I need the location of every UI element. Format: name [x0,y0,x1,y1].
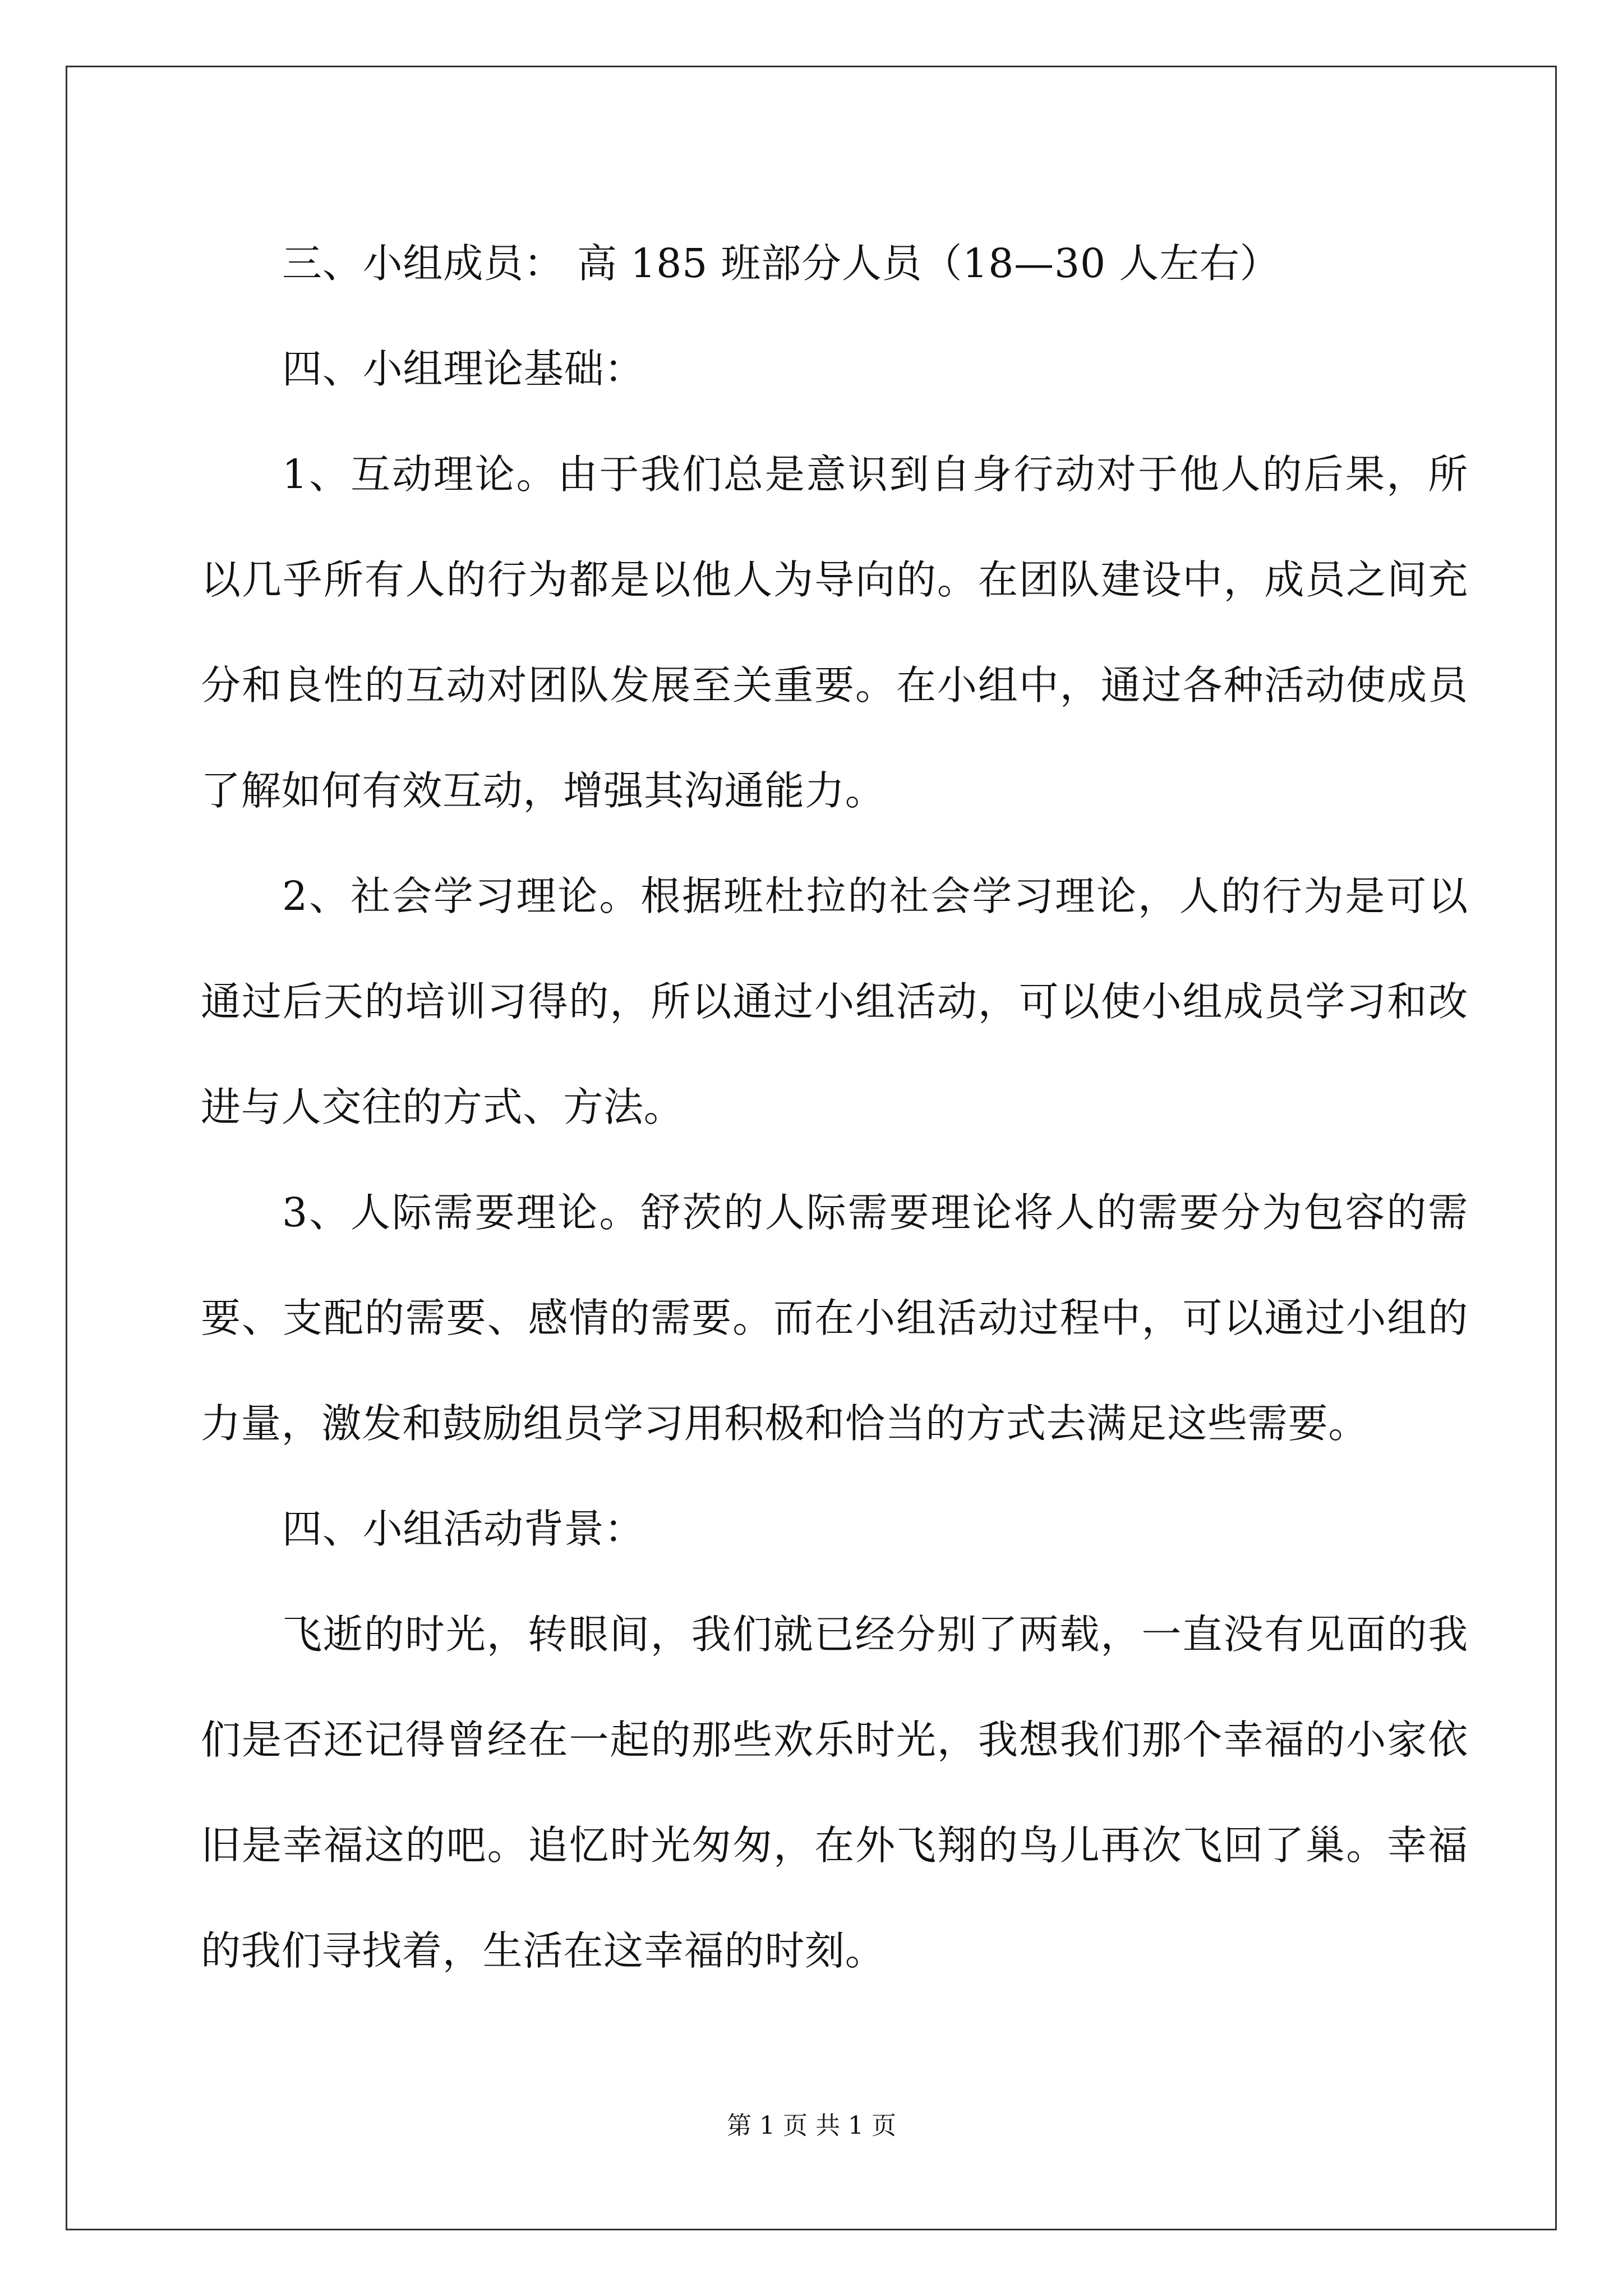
heading-theory: 四、小组理论基础： [282,346,645,392]
paragraph-background: 飞逝的时光，转眼间，我们就已经分别了两载，一直没有见面的我们是否还记得曾经在一起的那些欢乐时光，我想我们那个幸福的小家依旧是幸福这的吧。追忆时光匆匆，在外飞翔的鸟儿再次飞回了巢。幸福的我们寻找着，生活在这幸福的时刻。 [201,1611,1468,1974]
paragraph-social-learning-theory: 2、社会学习理论。根据班杜拉的社会学习理论，人的行为是可以通过后天的培训习得的，所以通过小组活动，可以使小组成员学习和改进与人交往的方式、方法。 [201,873,1468,1130]
paragraph-members: 三、小组成员： 高 185 班部分人员（18—30 人左右） [282,240,1280,287]
document-body [201,211,1468,2004]
paragraph-interaction-theory: 1、互动理论。由于我们总是意识到自身行动对于他人的后果，所以几乎所有人的行为都是以他人为导向的。在团队建设中，成员之间充分和良性的互动对团队发展至关重要。在小组中，通过各种活动使成员了解如何有效互动，增强其沟通能力。 [201,451,1468,814]
heading-background: 四、小组活动背景： [282,1506,645,1552]
page-number-footer: 第 1 页 共 1 页 [727,2111,896,2140]
paragraph-interpersonal-needs-theory: 3、人际需要理论。舒茨的人际需要理论将人的需要分为包容的需要、支配的需要、感情的需要。而在小组活动过程中，可以通过小组的力量，激发和鼓励组员学习用积极和恰当的方式去满足这些需要。 [201,1189,1468,1447]
